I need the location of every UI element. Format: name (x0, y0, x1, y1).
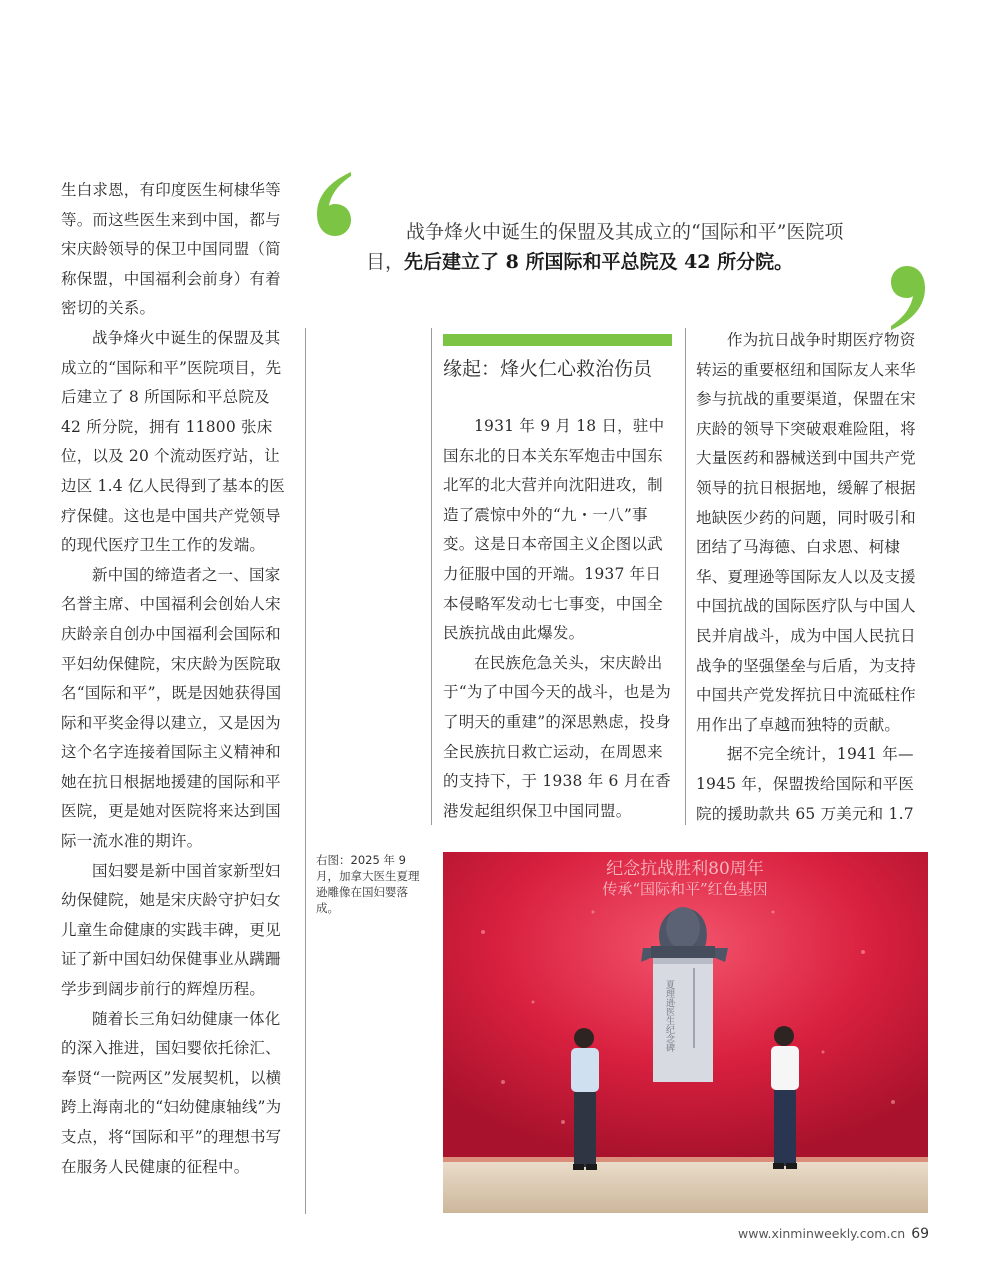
person-right (771, 1026, 799, 1169)
statue-unveiling-photo (443, 852, 928, 1213)
close-quote-mark (885, 262, 931, 332)
banner-line-1: 纪念抗战胜利80周年 (606, 859, 764, 879)
col1-paragraph-3: 新中国的缔造者之一、国家名誉主席、中国福利会创始人宋庆龄亲自创办中国福利会国际和平妇幼保健院，宋庆龄为医院取名“国际和平”，既是因她获得国际和平奖金得以建立，又是因为这个名字连接着国际主义精神和她在抗日根据地援建的国际和平医院，更是她对医院将来达到国际一流水准的期许。 (61, 565, 282, 851)
column-divider-1 (305, 328, 306, 1214)
column-divider-2 (431, 328, 432, 825)
pull-quote (366, 217, 886, 277)
statue-plinth (653, 958, 713, 1082)
page-footer (738, 1226, 938, 1242)
footer-url: www.xinminweekly.com.cn (738, 1226, 906, 1241)
page-number: 69 (911, 1226, 930, 1242)
banner-line-2: 传承“国际和平”红色基因 (602, 880, 768, 898)
section-heading: 缘起：烽火仁心救治伤员 (443, 358, 653, 380)
pull-quote-line2-normal: 目， (366, 251, 405, 273)
column-3 (696, 326, 928, 829)
col1-paragraph-4: 国妇婴是新中国首家新型妇幼保健院，她是宋庆龄守护妇女儿童生命健康的实践丰碑，更见证了新中国妇幼保健事业从蹒跚学步到阔步前行的辉煌历程。 (61, 861, 281, 999)
col3-paragraph-1: 作为抗日战争时期医疗物资转运的重要枢纽和国际友人来华参与抗战的重要渠道，保盟在宋庆龄的领导下突破艰难险阻，将大量医药和器械送到中国共产党领导的抗日根据地，缓解了根据地缺医少药的问题，同时吸引和团结了马海德、白求恩、柯棣华、夏理逊等国际友人以及支援中国抗战的国际医疗队与中国人民并肩战斗，成为中国人民抗日战争的坚强堡垒与后盾，为支持中国共产党发挥抗日中流砥柱作用作出了卓越而独特的贡献。 (696, 331, 916, 734)
col2-paragraph-2: 在民族危急关头，宋庆龄出于“为了中国今天的战斗，也是为了明天的重建”的深思熟虑，投身全民族抗日救亡运动，在周恩来的支持下，于 1938 年 6 月在香港发起组织保卫中国同盟。 (443, 653, 671, 820)
col1-paragraph-2: 战争烽火中诞生的保盟及其成立的“国际和平”医院项目，先后建立了 8 所国际和平总院及 42 所分院，拥有 11800 张床位，以及 20 个流动医疗站，让边区 1.4 亿人民得到了基本的医疗保健。这也是中国共产党领导的现代医疗卫生工作的发端。 (61, 328, 285, 555)
photo-illustration (443, 852, 928, 1213)
col1-paragraph-5: 随着长三角妇幼健康一体化的深入推进，国妇婴依托徐汇、奉贤“一院两区”发展契机，以横跨上海南北的“妇幼健康轴线”为支点，将“国际和平”的理想书写在服务人民健康的征程中。 (61, 1009, 282, 1176)
col2-paragraph-1: 1931 年 9 月 18 日，驻中国东北的日本关东军炮击中国东北军的北大营并向沈阳进攻，制造了震惊中外的“九・一八”事变。这是日本帝国主义企图以武力征服中国的开端。1937 年日本侵略军发动七七事变，中国全民族抗战由此爆发。 (443, 417, 665, 643)
column-1 (61, 176, 293, 1182)
column-2 (443, 412, 675, 826)
col1-paragraph-1: 生白求恩，有印度医生柯棣华等等。而这些医生来到中国，都与宋庆龄领导的保卫中国同盟（简称保盟，中国福利会前身）有着密切的关系。 (61, 181, 281, 318)
section-heading-bar (443, 334, 672, 346)
open-quote-mark (311, 170, 357, 240)
person-left (571, 1028, 599, 1170)
pull-quote-line2 (366, 247, 886, 277)
plinth-inscription: 夏理逊医生纪念碑 (664, 980, 674, 1052)
photo-caption: 右图：2025 年 9 月，加拿大医生夏理逊雕像在国妇婴落成。 (316, 853, 420, 915)
col3-paragraph-2: 据不完全统计，1941 年—1945 年，保盟拨给国际和平医院的援助款共 65 万美元和 1.7 (696, 745, 915, 823)
pull-quote-line2-bold: 先后建立了 8 所国际和平总院及 42 所分院。 (404, 251, 794, 273)
pull-quote-line1: 战争烽火中诞生的保盟及其成立的“国际和平”医院项 (406, 221, 844, 243)
column-divider-3 (685, 328, 686, 825)
